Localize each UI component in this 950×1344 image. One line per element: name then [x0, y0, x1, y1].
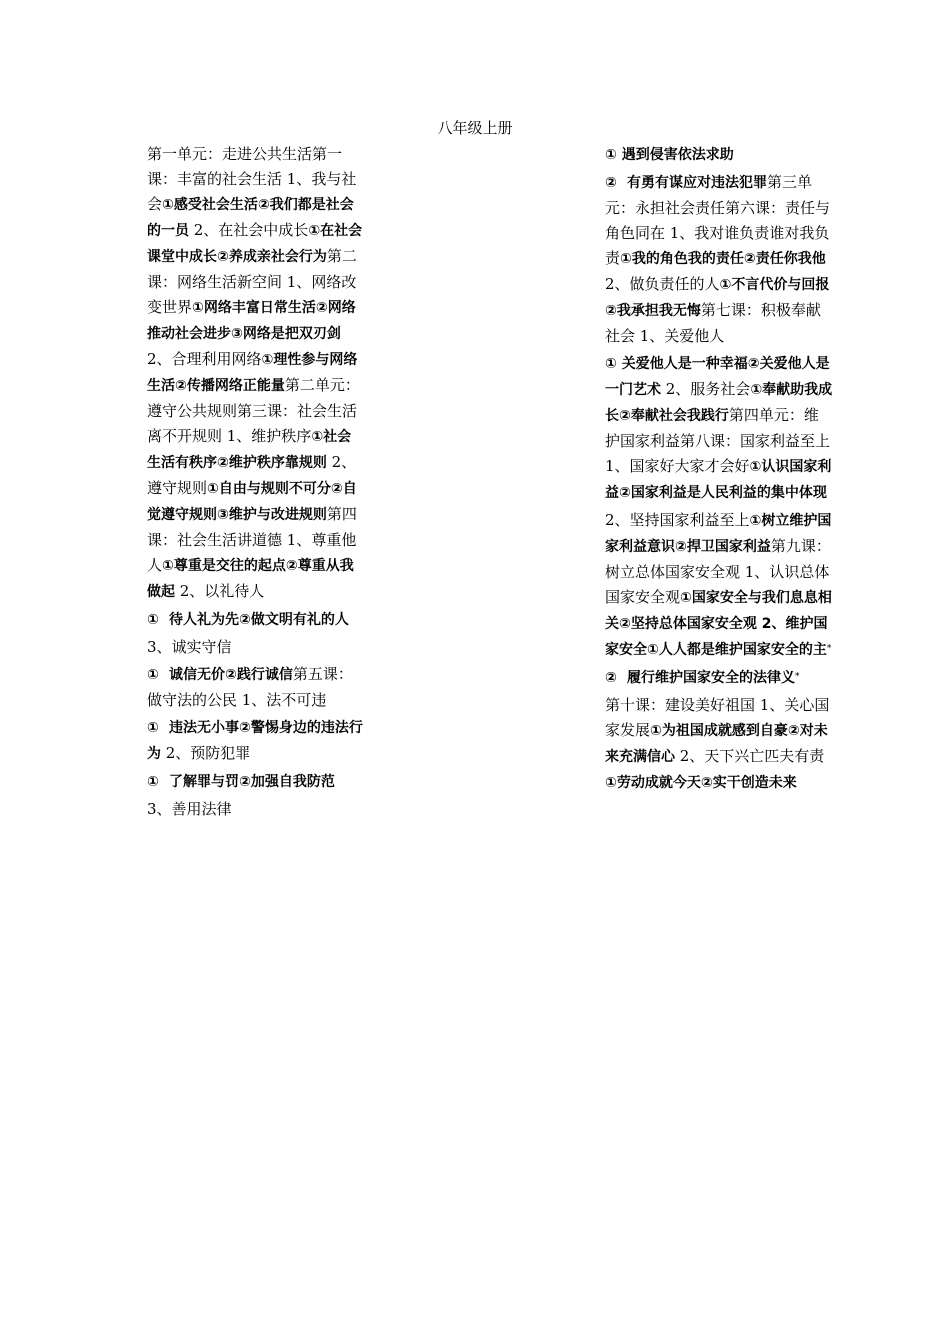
- text-run: ①树立维护国家利益意识②捍卫国家利益: [605, 513, 832, 555]
- text-run: ①奉献助我成长②奉献社会我践行: [605, 382, 833, 424]
- text-run: 第四课：社会生活讲道德 1、尊重他人: [147, 505, 357, 574]
- paragraph: [605, 351, 833, 506]
- text-run: 2、预防犯罪: [161, 744, 251, 762]
- text-run: 第二课：网络生活新空间 1、网络改变世界: [147, 247, 357, 316]
- document-title: 八年级上册: [437, 119, 513, 137]
- paragraph: [147, 607, 365, 633]
- text-run: ①劳动成就今天②实干创造未来: [605, 775, 797, 791]
- text-run: 违法无小事②警惕身边的违法行为: [147, 720, 363, 762]
- text-run: 第三单元：永担社会责任第六课：责任与角色同在 1、我对谁负责谁对我负责: [605, 173, 831, 267]
- text-run: ①国家安全与我们息息相关②坚持总体国家安全观 2、维护国家安全: [605, 590, 832, 658]
- text-run: 2、天下兴亡匹夫有责: [675, 747, 825, 765]
- text-run: 第四单元：维护国家利益第八课：国家利益至上 1、国家好大家才会好: [605, 406, 831, 475]
- text-run: ①为祖国成就感到自豪②对未来充满信心: [605, 723, 828, 765]
- text-run: ①自由与规则不可分②自觉遵守规则③维护与改进规则: [147, 481, 357, 523]
- left-column: [147, 142, 365, 822]
- text-run: 3、诚实守信: [147, 638, 232, 656]
- text-run: ①感受社会生活②我们都是社会的一员: [147, 197, 354, 239]
- paragraph: [147, 715, 365, 767]
- paragraph: [147, 769, 365, 795]
- text-run: 待人礼为先②做文明有礼的人: [169, 612, 349, 628]
- text-run: ①社会生活有秩序②维护秩序靠规则: [147, 429, 352, 471]
- list-marker: ②: [605, 175, 617, 191]
- text-run: ① 关爱他人是一种幸福②关爱他人是一门艺术: [605, 356, 830, 398]
- text-run: ①不言代价与回报②我承担我无悔: [605, 277, 830, 319]
- text-run: 2、合理利用网络: [147, 350, 262, 368]
- paragraph: [147, 142, 365, 605]
- text-run: 第五课：做守法的公民 1、法不可违: [147, 665, 353, 709]
- paragraph: [605, 665, 833, 691]
- text-run: 2、以礼待人: [175, 582, 265, 600]
- footnote-mark: *: [795, 672, 800, 682]
- list-marker: ①: [147, 667, 159, 683]
- paragraph: [605, 170, 833, 349]
- text-run: 第七课：积极奉献社会 1、关爱他人: [605, 301, 821, 345]
- text-run: 有勇有谋应对违法犯罪: [627, 175, 767, 191]
- text-run: ①认识国家利益②国家利益是人民利益的集中体现: [605, 459, 832, 501]
- text-run: ①网络丰富日常生活②网络推动社会进步③网络是把双刃剑: [147, 300, 356, 342]
- text-run: 2、遵守规则: [147, 453, 357, 497]
- text-run: 2、服务社会: [661, 380, 751, 398]
- list-marker: ①: [147, 720, 159, 736]
- text-run: ①在社会课堂中成长②养成亲社会行为: [147, 223, 363, 265]
- paragraph: [147, 662, 365, 713]
- text-run: 了解罪与罚②加强自我防范: [169, 774, 335, 790]
- paragraph: [605, 693, 833, 796]
- text-run: 诚信无价②践行诚信: [169, 667, 293, 683]
- text-run: ①我的角色我的责任②责任你我他: [620, 251, 826, 267]
- text-run: 2、做负责任的人: [605, 275, 720, 293]
- text-run: 第九课：树立总体国家安全观 1、认识总体国家安全观: [605, 537, 831, 606]
- list-marker: ①: [147, 612, 159, 628]
- text-run: ①理性参与网络生活②传播网络正能量: [147, 352, 358, 394]
- text-run: ①人人都是维护国家安全的主: [647, 642, 827, 658]
- text-run: 第二单元：遵守公共规则第三课：社会生活离不开规则 1、维护秩序: [147, 376, 360, 445]
- text-run: 2、在社会中成长: [189, 221, 309, 239]
- right-column: [605, 142, 833, 796]
- paragraph: [605, 508, 833, 663]
- text-run: 履行维护国家安全的法律义: [627, 670, 795, 686]
- paragraph: [605, 142, 833, 168]
- list-marker: ②: [605, 670, 617, 686]
- text-run: 2、坚持国家利益至上: [605, 511, 750, 529]
- paragraph: [147, 797, 365, 822]
- paragraph: [147, 635, 365, 660]
- text-run: ①尊重是交往的起点②尊重从我做起: [147, 558, 354, 600]
- text-run: ① 遇到侵害依法求助: [605, 147, 734, 163]
- text-run: 第一单元：走进公共生活第一课：丰富的社会生活 1、我与社会: [147, 145, 357, 213]
- text-run: 3、善用法律: [147, 800, 232, 818]
- list-marker: ①: [147, 774, 159, 790]
- text-run: 第十课：建设美好祖国 1、关心国家发展: [605, 696, 830, 739]
- footnote-mark: *: [826, 644, 832, 654]
